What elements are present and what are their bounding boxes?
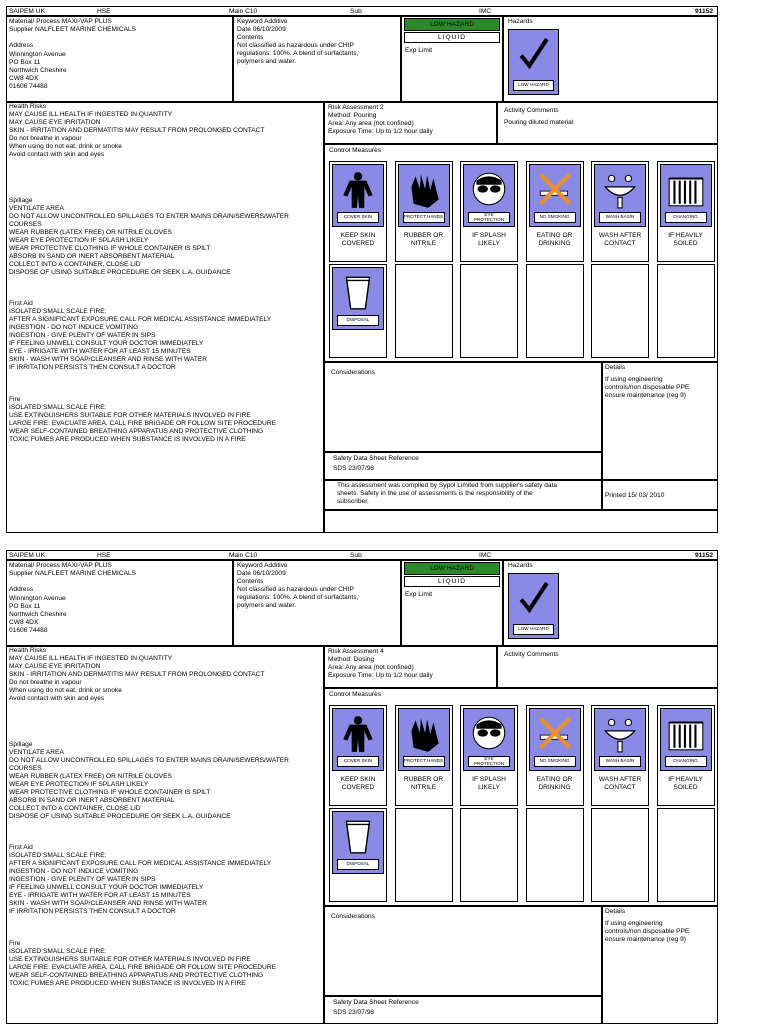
- spillage-label: Spillage: [9, 741, 33, 748]
- empty-control-cell: [526, 264, 584, 358]
- first-aid-line: IF FEELING UNWELL CONSULT YOUR DOCTOR IMMEDIATELY: [9, 340, 204, 347]
- glove-icon: [398, 708, 450, 771]
- activity-comment: Pouring diluted material: [504, 119, 574, 126]
- control-measure-cell: [460, 161, 518, 262]
- state-badge: LIQUID: [404, 576, 500, 587]
- health-line: MAY CAUSE ILL HEALTH IF INGESTED IN QUANTITY: [9, 111, 173, 118]
- date-line: Date 06/10/2009: [237, 26, 286, 33]
- hazard-level-box: [401, 560, 503, 646]
- icon-caption: PROTECT HANDS: [403, 212, 445, 223]
- empty-control-cell: [460, 264, 518, 358]
- empty-control-cell: [526, 808, 584, 902]
- icon-caption: LOW HAZARD: [513, 80, 554, 91]
- address-line: Northwich Cheshire: [9, 611, 67, 618]
- header-dept: HSE: [97, 8, 111, 15]
- control-measures-label: Control Measures: [329, 691, 382, 698]
- sds-value: SDS 23/07/98: [333, 1009, 375, 1016]
- first-aid-line: SKIN - WASH WITH SOAP/CLEANSER AND RINSE WITH WATER: [9, 356, 207, 363]
- address-line: CW8 4DX: [9, 619, 39, 626]
- address-label: Address: [9, 586, 34, 593]
- control-measure-label: RUBBER OR NITRILE: [403, 776, 444, 792]
- control-measure-label: IF HEAVILY SOILED: [668, 776, 703, 792]
- contents-line: regulations: 100%. A blend of surfactants,: [237, 50, 359, 57]
- first-aid-line: ISOLATED SMALL SCALE FIRE:: [9, 308, 107, 315]
- spillage-line: WEAR PROTECTIVE CLOTHING IF WHOLE CONTAINER IS SPILT: [9, 245, 211, 252]
- contents-line: polymers and water.: [237, 58, 297, 65]
- header-sub: Sub: [350, 552, 362, 559]
- health-line: MAY CAUSE EYE IRRITATION: [9, 663, 101, 670]
- control-measure-label: KEEP SKIN COVERED: [340, 776, 376, 792]
- first-aid-line: INGESTION - DO NOT INDUCE VOMITING: [9, 868, 139, 875]
- control-measure-cell: [657, 161, 715, 262]
- health-line: MAY CAUSE EYE IRRITATION: [9, 119, 101, 126]
- spillage-line: WEAR RUBBER (LATEX FREE) OR NITRILE GLOVES: [9, 773, 172, 780]
- state-badge: LIQUID: [404, 32, 500, 43]
- spillage-line: COURSES: [9, 221, 42, 228]
- details-label: Details: [605, 908, 626, 915]
- health-line: When using do not eat, drink or smoke: [9, 143, 122, 150]
- control-measure-label: IF HEAVILY SOILED: [668, 232, 703, 248]
- address-line: PO Box 11: [9, 603, 41, 610]
- material-line: Material/ Process MAXI-VAP PLUS: [9, 562, 112, 569]
- activity-box: [497, 646, 718, 688]
- control-measure-cell: [395, 705, 453, 806]
- icon-caption: EYE PROTECTION: [468, 756, 510, 767]
- details-line: If using engineering: [605, 920, 663, 927]
- first-aid-line: EYE - IRRIGATE WITH WATER FOR AT LEAST 15 MINUTES: [9, 892, 191, 899]
- details-label: Details: [605, 364, 626, 371]
- sds-value: SDS 23/07/98: [333, 465, 375, 472]
- checkmark-icon: [513, 577, 554, 618]
- considerations-box: [324, 906, 602, 996]
- first-aid-line: INGESTION - GIVE PLENTY OF WATER IN SIPS: [9, 876, 156, 883]
- health-risks-label: Health Risks: [9, 647, 47, 654]
- address-line: Winnington Avenue: [9, 595, 66, 602]
- empty-control-cell: [591, 808, 649, 902]
- details-line: ensure maintenance (reg 9): [605, 392, 687, 399]
- risk-assessment-box: [324, 102, 497, 144]
- fire-line: TOXIC FUMES ARE PRODUCED WHEN SUBSTANCE IS INVOLVED IN A FIRE: [9, 436, 246, 443]
- disposal-bin-icon: [332, 811, 384, 874]
- low-hazard-icon: [508, 573, 559, 639]
- header-bar: [6, 6, 718, 16]
- health-line: Do not breathe in vapour: [9, 679, 82, 686]
- spillage-line: WEAR EYE PROTECTION IF SPLASH LIKELY: [9, 781, 149, 788]
- details-line: controls/non disposable PPE: [605, 384, 690, 391]
- spillage-label: Spillage: [9, 197, 33, 204]
- compiled-note-line: subscriber.: [337, 498, 369, 505]
- icon-caption: CHANGING: [665, 212, 707, 223]
- glove-icon: [398, 164, 450, 227]
- method-line: Method: Pouring: [328, 112, 377, 119]
- icon-caption: DISPOSAL: [337, 315, 379, 326]
- control-measures-label: Control Measures: [329, 147, 382, 154]
- first-aid-line: IF IRRITATION PERSISTS THEN CONSULT A DOCTOR: [9, 908, 176, 915]
- sds-box: [324, 996, 602, 1024]
- header-company: SAIPEM UK: [9, 8, 45, 15]
- goggles-icon: [463, 164, 515, 227]
- area-line: Area: Any area (not confined): [328, 120, 414, 127]
- date-line: Date 06/10/2009: [237, 570, 286, 577]
- header-imc: IMC: [479, 8, 492, 15]
- health-line: Avoid contact with skin and eyes: [9, 695, 105, 702]
- supplier-line: Supplier NALFLEET MARINE CHEMICALS: [9, 26, 137, 33]
- hazards-label: Hazards: [508, 18, 533, 25]
- risk-assessment-number: Risk Assessment 2: [328, 104, 384, 111]
- first-aid-line: IF FEELING UNWELL CONSULT YOUR DOCTOR IMMEDIATELY: [9, 884, 204, 891]
- sds-box: [324, 452, 602, 480]
- spillage-line: WEAR EYE PROTECTION IF SPLASH LIKELY: [9, 237, 149, 244]
- changing-icon: [660, 708, 712, 771]
- exp-limit-label: Exp Limit: [405, 47, 433, 54]
- keyword-box: [233, 16, 401, 102]
- fire-line: TOXIC FUMES ARE PRODUCED WHEN SUBSTANCE IS INVOLVED IN A FIRE: [9, 980, 246, 987]
- fire-line: USE EXTINGUISHERS SUITABLE FOR OTHER MATERIALS INVOLVED IN FIRE: [9, 412, 251, 419]
- health-risks-label: Health Risks: [9, 103, 47, 110]
- considerations-label: Considerations: [331, 369, 375, 376]
- icon-caption: LOW HAZARD: [513, 624, 554, 635]
- control-measure-label: KEEP SKIN COVERED: [340, 232, 376, 248]
- keyword-line: Keyword Additive: [237, 562, 288, 569]
- spillage-line: COLLECT INTO A CONTAINER, CLOSE LID: [9, 261, 141, 268]
- health-line: Do not breathe in vapour: [9, 135, 82, 142]
- fire-line: WEAR SELF-CONTAINED BREATHING APPARATUS AND PROTECTIVE CLOTHING: [9, 428, 264, 435]
- spillage-line: ABSORB IN SAND OR INERT ABSORBENT MATERIAL: [9, 797, 175, 804]
- bottom-blank-box: [324, 510, 718, 533]
- compiled-note-line: sheets. Safety in the use of assessments is the responsibility of the: [337, 490, 533, 497]
- first-aid-line: INGESTION - GIVE PLENTY OF WATER IN SIPS: [9, 332, 156, 339]
- empty-control-cell: [657, 264, 715, 358]
- goggles-icon: [463, 708, 515, 771]
- risks-column: [6, 102, 324, 533]
- wash-basin-icon: [594, 164, 646, 227]
- no-smoking-icon: [529, 708, 581, 771]
- hazards-box: [503, 16, 718, 102]
- control-measure-label: WASH AFTER CONTACT: [598, 232, 642, 248]
- risk-assessment-box: [324, 646, 497, 688]
- address-line: 01606 74488: [9, 627, 48, 634]
- address-line: 01606 74488: [9, 83, 48, 90]
- hazard-level-box: [401, 16, 503, 102]
- hazard-level-badge: LOW HAZARD: [404, 18, 500, 31]
- keyword-box: [233, 560, 401, 646]
- empty-control-cell: [395, 808, 453, 902]
- health-line: SKIN - IRRITATION AND DERMATITIS MAY RESULT FROM PROLONGED CONTACT: [9, 127, 265, 134]
- disposal-cell: [329, 264, 387, 358]
- method-line: Method: Dosing: [328, 656, 375, 663]
- contents-line: Not classified as hazardous under CHIP: [237, 586, 354, 593]
- activity-label: Activity Comments: [504, 651, 559, 658]
- control-measure-cell: [591, 705, 649, 806]
- header-dept: HSE: [97, 552, 111, 559]
- contents-line: polymers and water.: [237, 602, 297, 609]
- printed-date: Printed 15/ 03/ 2010: [605, 492, 665, 499]
- control-measure-cell: [657, 705, 715, 806]
- first-aid-line: IF IRRITATION PERSISTS THEN CONSULT A DOCTOR: [9, 364, 176, 371]
- first-aid-line: SKIN - WASH WITH SOAP/CLEANSER AND RINSE WITH WATER: [9, 900, 207, 907]
- spillage-line: DO NOT ALLOW UNCONTROLLED SPILLAGES TO ENTER MAINS DRAIN/SEWERS/WATER: [9, 213, 289, 220]
- material-box: [6, 16, 233, 102]
- supplier-line: Supplier NALFLEET MARINE CHEMICALS: [9, 570, 137, 577]
- first-aid-label: First Aid: [9, 844, 33, 851]
- header-company: SAIPEM UK: [9, 552, 45, 559]
- fire-line: WEAR SELF-CONTAINED BREATHING APPARATUS AND PROTECTIVE CLOTHING: [9, 972, 264, 979]
- spillage-line: COURSES: [9, 765, 42, 772]
- details-box: [602, 362, 718, 480]
- exp-limit-label: Exp Limit: [405, 591, 433, 598]
- details-box: [602, 906, 718, 1024]
- spillage-line: DISPOSE OF USING SUITABLE PROCEDURE OR SEEK L.A. GUIDANCE: [9, 269, 231, 276]
- icon-caption: CHANGING: [665, 756, 707, 767]
- empty-control-cell: [395, 264, 453, 358]
- protective-suit-icon: [332, 708, 384, 771]
- contents-line: regulations: 100%. A blend of surfactants,: [237, 594, 359, 601]
- empty-control-cell: [657, 808, 715, 902]
- contents-label: Contents: [237, 34, 264, 41]
- icon-caption: WASH BASIN: [599, 756, 641, 767]
- compiled-note-line: This assessment was compiled by Sypol Limited from supplier's safety data: [337, 482, 558, 489]
- address-line: PO Box 11: [9, 59, 41, 66]
- header-main: Main C10: [229, 8, 258, 15]
- spillage-line: DO NOT ALLOW UNCONTROLLED SPILLAGES TO ENTER MAINS DRAIN/SEWERS/WATER: [9, 757, 289, 764]
- first-aid-line: EYE - IRRIGATE WITH WATER FOR AT LEAST 15 MINUTES: [9, 348, 191, 355]
- control-measure-label: IF SPLASH LIKELY: [472, 232, 506, 248]
- details-line: ensure maintenance (reg 9): [605, 936, 687, 943]
- address-label: Address: [9, 42, 34, 49]
- fire-line: LARGE FIRE: EVACUATE AREA, CALL FIRE BRIGADE OR FOLLOW SITE PROCEDURE: [9, 964, 276, 971]
- first-aid-line: AFTER A SIGNIFICANT EXPOSURE CALL FOR MEDICAL ASSISTANCE IMMEDIATELY: [9, 316, 272, 323]
- first-aid-line: AFTER A SIGNIFICANT EXPOSURE CALL FOR MEDICAL ASSISTANCE IMMEDIATELY: [9, 860, 272, 867]
- spillage-line: COLLECT INTO A CONTAINER, CLOSE LID: [9, 805, 141, 812]
- control-measure-label: EATING OR DRINKING: [536, 776, 573, 792]
- control-measure-label: RUBBER OR NITRILE: [403, 232, 444, 248]
- disposal-cell: [329, 808, 387, 902]
- spillage-line: DISPOSE OF USING SUITABLE PROCEDURE OR SEEK L.A. GUIDANCE: [9, 813, 231, 820]
- icon-caption: COVER SKIN: [337, 756, 379, 767]
- fire-label: Fire: [9, 396, 21, 403]
- fire-line: USE EXTINGUISHERS SUITABLE FOR OTHER MATERIALS INVOLVED IN FIRE: [9, 956, 251, 963]
- spillage-line: WEAR PROTECTIVE CLOTHING IF WHOLE CONTAINER IS SPILT: [9, 789, 211, 796]
- icon-caption: NO SMOKING: [534, 212, 576, 223]
- address-line: Northwich Cheshire: [9, 67, 67, 74]
- header-sub: Sub: [350, 8, 362, 15]
- contents-label: Contents: [237, 578, 264, 585]
- contents-line: Not classified as hazardous under CHIP: [237, 42, 354, 49]
- control-measure-cell: [526, 705, 584, 806]
- header-ref: 91152: [695, 8, 713, 15]
- checkmark-icon: [513, 33, 554, 74]
- compiled-note-box: [324, 480, 602, 510]
- control-measure-cell: [329, 161, 387, 262]
- material-line: Material/ Process MAXI-VAP PLUS: [9, 18, 112, 25]
- changing-icon: [660, 164, 712, 227]
- wash-basin-icon: [594, 708, 646, 771]
- icon-caption: WASH BASIN: [599, 212, 641, 223]
- details-line: controls/non disposable PPE: [605, 928, 690, 935]
- icon-caption: DISPOSAL: [337, 859, 379, 870]
- control-measure-label: EATING OR DRINKING: [536, 232, 573, 248]
- icon-caption: COVER SKIN: [337, 212, 379, 223]
- address-line: Winnington Avenue: [9, 51, 66, 58]
- control-measure-cell: [395, 161, 453, 262]
- spillage-line: VENTILATE AREA: [9, 749, 64, 756]
- health-line: Avoid contact with skin and eyes: [9, 151, 105, 158]
- control-measure-cell: [591, 161, 649, 262]
- icon-caption: EYE PROTECTION: [468, 212, 510, 223]
- spillage-line: VENTILATE AREA: [9, 205, 64, 212]
- low-hazard-icon: [508, 29, 559, 95]
- control-measure-cell: [526, 161, 584, 262]
- health-line: When using do not eat, drink or smoke: [9, 687, 122, 694]
- header-main: Main C10: [229, 552, 258, 559]
- control-measure-cell: [329, 705, 387, 806]
- health-line: SKIN - IRRITATION AND DERMATITIS MAY RESULT FROM PROLONGED CONTACT: [9, 671, 265, 678]
- empty-control-cell: [460, 808, 518, 902]
- exposure-line: Exposure Time: Up to 1/2 hour daily: [328, 128, 433, 135]
- header-bar: [6, 550, 718, 560]
- details-line: If using engineering: [605, 376, 663, 383]
- fire-label: Fire: [9, 940, 21, 947]
- fire-line: ISOLATED SMALL SCALE FIRE:: [9, 948, 107, 955]
- fire-line: LARGE FIRE: EVACUATE AREA, CALL FIRE BRIGADE OR FOLLOW SITE PROCEDURE: [9, 420, 276, 427]
- health-line: MAY CAUSE ILL HEALTH IF INGESTED IN QUANTITY: [9, 655, 173, 662]
- activity-box: [497, 102, 718, 144]
- sds-label: Safety Data Sheet Reference: [333, 999, 419, 1006]
- fire-line: ISOLATED SMALL SCALE FIRE:: [9, 404, 107, 411]
- area-line: Area: Any area (not confined): [328, 664, 414, 671]
- sds-label: Safety Data Sheet Reference: [333, 455, 419, 462]
- disposal-bin-icon: [332, 267, 384, 330]
- material-box: [6, 560, 233, 646]
- spillage-line: ABSORB IN SAND OR INERT ABSORBENT MATERIAL: [9, 253, 175, 260]
- icon-caption: NO SMOKING: [534, 756, 576, 767]
- control-measure-label: WASH AFTER CONTACT: [598, 776, 642, 792]
- hazards-label: Hazards: [508, 562, 533, 569]
- risks-column: [6, 646, 324, 1024]
- protective-suit-icon: [332, 164, 384, 227]
- first-aid-label: First Aid: [9, 300, 33, 307]
- considerations-label: Considerations: [331, 913, 375, 920]
- address-line: CW8 4DX: [9, 75, 39, 82]
- printed-box: [602, 480, 718, 510]
- no-smoking-icon: [529, 164, 581, 227]
- hazards-box: [503, 560, 718, 646]
- activity-label: Activity Comments: [504, 107, 559, 114]
- control-measure-cell: [460, 705, 518, 806]
- hazard-level-badge: LOW HAZARD: [404, 562, 500, 575]
- icon-caption: PROTECT HANDS: [403, 756, 445, 767]
- control-measure-label: IF SPLASH LIKELY: [472, 776, 506, 792]
- exposure-line: Exposure Time: Up to 1/2 hour daily: [328, 672, 433, 679]
- header-imc: IMC: [479, 552, 492, 559]
- keyword-line: Keyword Additive: [237, 18, 288, 25]
- header-ref: 91152: [695, 552, 713, 559]
- first-aid-line: ISOLATED SMALL SCALE FIRE:: [9, 852, 107, 859]
- considerations-box: [324, 362, 602, 452]
- spillage-line: WEAR RUBBER (LATEX FREE) OR NITRILE GLOVES: [9, 229, 172, 236]
- first-aid-line: INGESTION - DO NOT INDUCE VOMITING: [9, 324, 139, 331]
- empty-control-cell: [591, 264, 649, 358]
- risk-assessment-number: Risk Assessment 4: [328, 648, 384, 655]
